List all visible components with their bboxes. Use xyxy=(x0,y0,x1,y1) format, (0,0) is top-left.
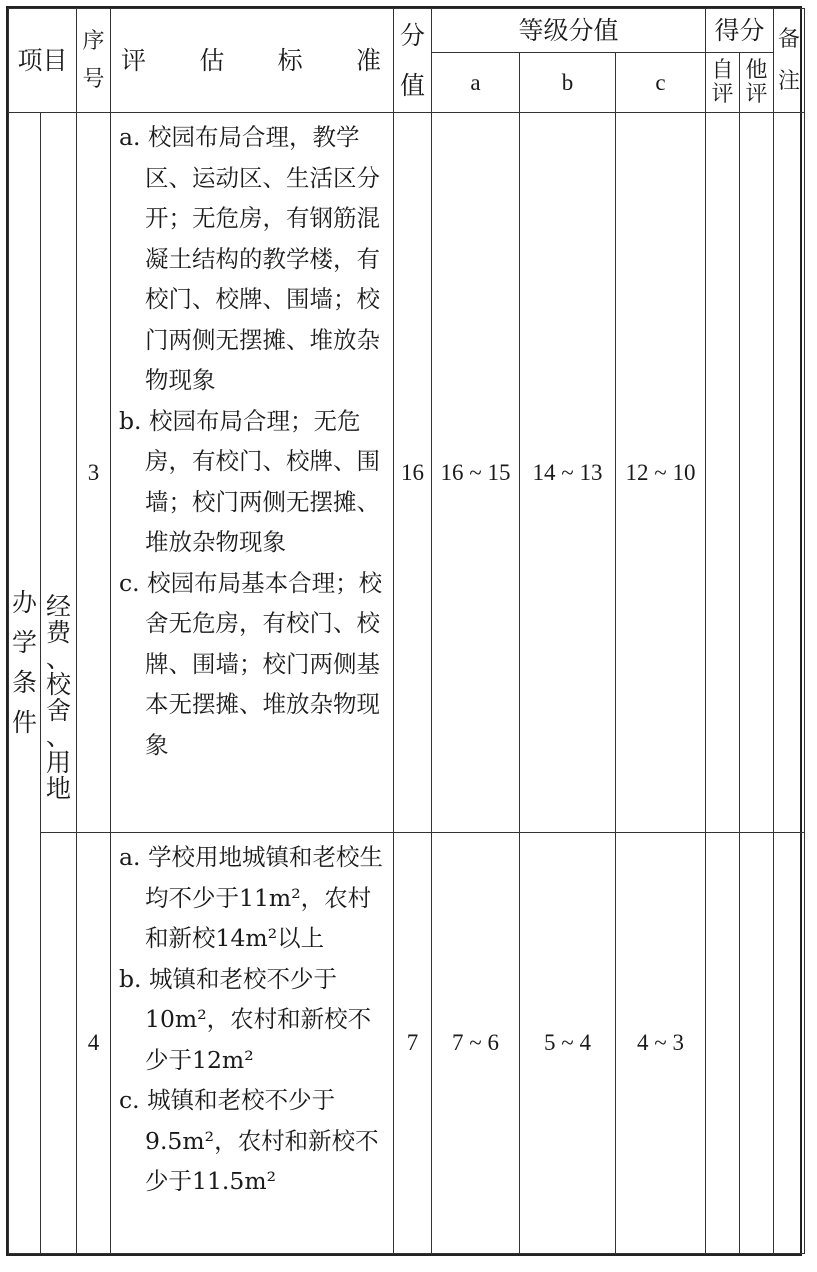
row3-points: 16 xyxy=(394,113,432,833)
row4-grade-c: 4 ~ 3 xyxy=(616,833,706,1254)
row3-self-eval xyxy=(706,113,740,833)
row4-self-eval xyxy=(706,833,740,1254)
row4-remarks xyxy=(774,833,805,1254)
subcategory-cont xyxy=(41,833,77,1254)
row4-other-eval xyxy=(740,833,774,1254)
row4-criterion-c: c. 城镇和老校不少于9.5m²，农村和新校不少于11.5m² xyxy=(119,1086,379,1195)
header-grade-c: c xyxy=(616,53,706,113)
row3-criterion-b: b. 校园布局合理；无危房，有校门、校牌、围墙；校门两侧无摆摊、堆放杂物现象 xyxy=(119,406,381,556)
header-standard: 评 估 标 准 xyxy=(111,9,394,113)
row4-criterion-a: a. 学校用地城镇和老校生均不少于11m²，农村和新校14m²以上 xyxy=(119,843,383,952)
header-seq: 序 号 xyxy=(77,9,111,113)
row3-grade-c: 12 ~ 10 xyxy=(616,113,706,833)
header-project: 项目 xyxy=(9,9,77,113)
row3-seq: 3 xyxy=(77,113,111,833)
row4-criteria xyxy=(111,833,394,1254)
row3-remarks xyxy=(774,113,805,833)
row3-other-eval xyxy=(740,113,774,833)
header-grade-b: b xyxy=(520,53,616,113)
header-points: 分 值 xyxy=(394,9,432,113)
row3-grade-b: 14 ~ 13 xyxy=(520,113,616,833)
row3-criterion-a: a. 校园布局合理，教学区、运动区、生活区分开；无危房，有钢筋混凝土结构的教学楼，有校门、校牌、围墙；校门两侧无摆摊、堆放杂物现象 xyxy=(119,123,381,394)
row4-criterion-b: b. 城镇和老校不少于10m²，农村和新校不少于12m² xyxy=(119,964,372,1074)
header-other-eval: 他 评 xyxy=(740,53,774,113)
row4-points: 7 xyxy=(394,833,432,1254)
category-cell: 办 学 条 件 xyxy=(9,113,41,1254)
row3-grade-a: 16 ~ 15 xyxy=(432,113,520,833)
evaluation-table-sheet xyxy=(6,6,802,1256)
row3-criteria xyxy=(111,113,394,833)
evaluation-table xyxy=(8,8,805,1254)
header-grade-values: 等级分值 xyxy=(432,9,706,53)
subcategory-cell: 经 费 、 校 舍 、 用 地 xyxy=(41,113,77,833)
header-obtained: 得分 xyxy=(706,9,774,53)
header-grade-a: a xyxy=(432,53,520,113)
row4-grade-b: 5 ~ 4 xyxy=(520,833,616,1254)
header-remarks: 备 注 xyxy=(774,9,805,113)
row4-grade-a: 7 ~ 6 xyxy=(432,833,520,1254)
header-self-eval: 自 评 xyxy=(706,53,740,113)
row3-criterion-c: c. 校园布局基本合理；校舍无危房，有校门、校牌、围墙；校门两侧基本无摆摊、堆放杂物现象 xyxy=(119,568,383,759)
row4-seq: 4 xyxy=(77,833,111,1254)
